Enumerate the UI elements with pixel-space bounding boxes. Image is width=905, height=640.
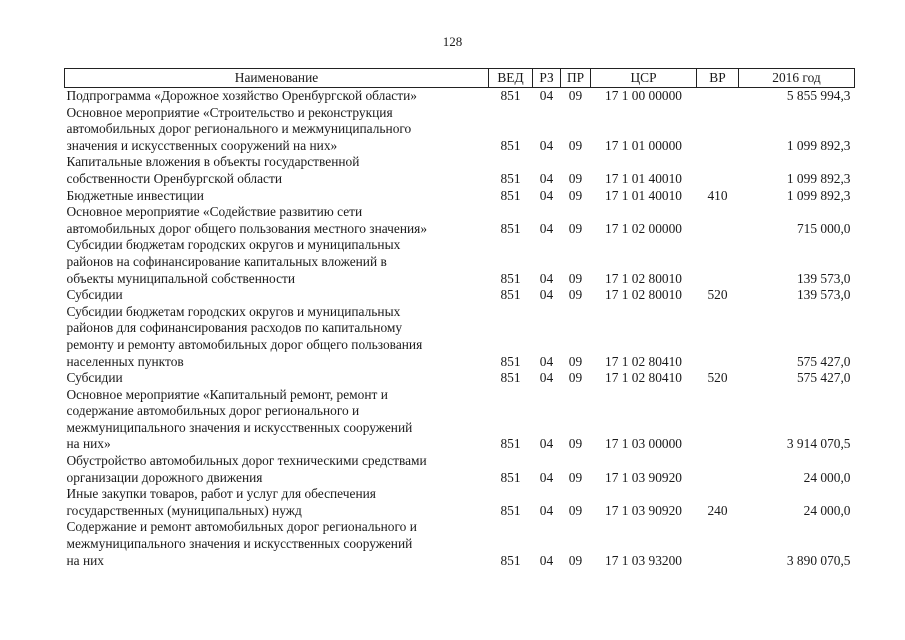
row-name-line: Субсидии <box>66 287 123 303</box>
table-row <box>65 304 855 370</box>
row-ved: 851 <box>500 502 521 518</box>
row-name-line: районов для софинансирования расходов по капитальному <box>66 320 403 336</box>
row-amount: 1 099 892,3 <box>786 170 851 186</box>
row-name <box>65 486 489 519</box>
row-vr <box>697 204 739 237</box>
table-header-row <box>65 69 855 88</box>
row-ved: 851 <box>500 137 521 153</box>
row-amount: 575 427,0 <box>796 353 851 369</box>
header-year: 2016 год <box>739 69 855 88</box>
row-vr <box>697 88 739 105</box>
row-csr: 17 1 03 90920 <box>605 469 682 485</box>
table-row <box>65 188 855 205</box>
row-pr: 09 <box>568 270 583 286</box>
row-ved: 851 <box>500 370 521 386</box>
row-rz: 04 <box>539 187 554 203</box>
row-amount: 24 000,0 <box>803 469 851 485</box>
row-vr <box>697 105 739 155</box>
row-name-line: межмуниципального значения и искусственных сооружений <box>66 536 413 552</box>
row-pr: 09 <box>568 436 583 452</box>
row-name-line: объекты муниципальной собственности <box>66 270 296 286</box>
row-vr <box>697 453 739 486</box>
header-ved: ВЕД <box>489 69 533 88</box>
row-name-line: Субсидии бюджетам городских округов и муниципальных <box>66 303 401 319</box>
row-csr: 17 1 01 00000 <box>605 137 682 153</box>
row-vr <box>697 237 739 287</box>
header-csr: ЦСР <box>591 69 697 88</box>
row-name-line: Подпрограмма «Дорожное хозяйство Оренбургской области» <box>66 88 417 103</box>
table-row <box>65 105 855 155</box>
row-name-line: автомобильных дорог регионального и межмуниципального <box>66 121 412 137</box>
row-name-line: районов на софинансирование капитальных вложений в <box>66 253 387 269</box>
row-name <box>65 105 489 155</box>
row-pr: 09 <box>568 370 583 386</box>
row-name-line: Субсидии <box>66 370 123 386</box>
row-name <box>65 304 489 370</box>
row-rz: 04 <box>539 88 554 103</box>
row-name-line: Иные закупки товаров, работ и услуг для обеспечения <box>66 486 376 502</box>
row-name <box>65 370 489 387</box>
row-vr: 410 <box>707 187 728 203</box>
row-name-line: на них» <box>66 436 111 452</box>
row-name <box>65 387 489 453</box>
row-name-line: содержание автомобильных дорог регионального и <box>66 403 360 419</box>
row-pr: 09 <box>568 220 583 236</box>
row-rz: 04 <box>539 287 554 303</box>
table-row <box>65 519 855 569</box>
header-vr: ВР <box>697 69 739 88</box>
row-amount: 3 890 070,5 <box>786 552 851 568</box>
row-csr: 17 1 02 80410 <box>605 370 682 386</box>
row-rz: 04 <box>539 137 554 153</box>
table-row <box>65 370 855 387</box>
table-body <box>65 88 855 570</box>
row-vr <box>697 304 739 370</box>
row-ved: 851 <box>500 552 521 568</box>
row-vr <box>697 154 739 187</box>
row-csr: 17 1 02 80010 <box>605 270 682 286</box>
row-name-line: значения и искусственных сооружений на них» <box>66 137 338 153</box>
row-pr: 09 <box>568 287 583 303</box>
table-row <box>65 154 855 187</box>
row-csr: 17 1 01 40010 <box>605 170 682 186</box>
page-number: 128 <box>442 34 463 49</box>
row-amount: 139 573,0 <box>796 287 851 303</box>
row-name-line: на них <box>66 552 104 568</box>
row-ved: 851 <box>500 469 521 485</box>
row-amount: 24 000,0 <box>803 502 851 518</box>
row-csr: 17 1 02 80410 <box>605 353 682 369</box>
header-rz: РЗ <box>533 69 561 88</box>
row-pr: 09 <box>568 187 583 203</box>
row-pr: 09 <box>568 552 583 568</box>
row-csr: 17 1 01 40010 <box>605 187 682 203</box>
row-name <box>65 188 489 205</box>
row-ved: 851 <box>500 88 521 103</box>
row-vr: 520 <box>707 370 728 386</box>
row-rz: 04 <box>539 552 554 568</box>
row-name <box>65 237 489 287</box>
row-name-line: межмуниципального значения и искусственных сооружений <box>66 419 413 435</box>
row-amount: 3 914 070,5 <box>786 436 851 452</box>
row-rz: 04 <box>539 270 554 286</box>
row-name <box>65 204 489 237</box>
row-ved: 851 <box>500 170 521 186</box>
row-ved: 851 <box>500 187 521 203</box>
table-row <box>65 287 855 304</box>
row-rz: 04 <box>539 469 554 485</box>
row-rz: 04 <box>539 502 554 518</box>
row-pr: 09 <box>568 137 583 153</box>
row-vr: 240 <box>707 502 728 518</box>
table-row <box>65 204 855 237</box>
table-row <box>65 387 855 453</box>
row-ved: 851 <box>500 220 521 236</box>
table-row <box>65 453 855 486</box>
row-ved: 851 <box>500 287 521 303</box>
row-name-line: организации дорожного движения <box>66 469 263 485</box>
row-name-line: Бюджетные инвестиции <box>66 187 204 203</box>
row-csr: 17 1 03 90920 <box>605 502 682 518</box>
row-amount: 575 427,0 <box>796 370 851 386</box>
row-vr <box>697 387 739 453</box>
row-name-line: Основное мероприятие «Капитальный ремонт, ремонт и <box>66 386 388 402</box>
table-row <box>65 486 855 519</box>
row-ved: 851 <box>500 436 521 452</box>
row-name-line: Основное мероприятие «Содействие развитию сети <box>66 204 363 220</box>
row-vr: 520 <box>707 287 728 303</box>
row-name <box>65 154 489 187</box>
header-name: Наименование <box>65 69 489 88</box>
row-name <box>65 453 489 486</box>
row-csr: 17 1 02 80010 <box>605 287 682 303</box>
header-pr: ПР <box>561 69 591 88</box>
row-ved: 851 <box>500 270 521 286</box>
row-ved: 851 <box>500 353 521 369</box>
row-csr: 17 1 02 00000 <box>605 220 682 236</box>
budget-table <box>64 68 855 569</box>
table-row <box>65 237 855 287</box>
row-name-line: населенных пунктов <box>66 353 184 369</box>
row-amount: 139 573,0 <box>796 270 851 286</box>
row-rz: 04 <box>539 170 554 186</box>
row-rz: 04 <box>539 353 554 369</box>
row-name-line: Субсидии бюджетам городских округов и муниципальных <box>66 237 401 253</box>
row-name-line: Основное мероприятие «Строительство и реконструкция <box>66 104 393 120</box>
row-csr: 17 1 03 00000 <box>605 436 682 452</box>
row-pr: 09 <box>568 502 583 518</box>
row-name <box>65 519 489 569</box>
row-name-line: Капитальные вложения в объекты государственной <box>66 154 360 170</box>
row-name-line: Обустройство автомобильных дорог техническими средствами <box>66 453 427 469</box>
row-name <box>65 88 489 105</box>
row-name-line: ремонту и ремонту автомобильных дорог общего пользования <box>66 336 423 352</box>
row-amount: 5 855 994,3 <box>786 88 851 103</box>
row-name-line: Содержание и ремонт автомобильных дорог регионального и <box>66 519 417 535</box>
row-name-line: собственности Оренбургской области <box>66 170 283 186</box>
row-rz: 04 <box>539 370 554 386</box>
row-pr: 09 <box>568 353 583 369</box>
row-csr: 17 1 03 93200 <box>605 552 682 568</box>
row-rz: 04 <box>539 220 554 236</box>
table-row <box>65 88 855 105</box>
row-pr: 09 <box>568 170 583 186</box>
row-name <box>65 287 489 304</box>
row-amount: 1 099 892,3 <box>786 187 851 203</box>
row-pr: 09 <box>568 88 583 103</box>
row-csr: 17 1 00 00000 <box>605 88 682 103</box>
row-name-line: автомобильных дорог общего пользования местного значения» <box>66 220 428 236</box>
row-amount: 1 099 892,3 <box>786 137 851 153</box>
row-pr: 09 <box>568 469 583 485</box>
row-vr <box>697 519 739 569</box>
row-rz: 04 <box>539 436 554 452</box>
row-amount: 715 000,0 <box>796 220 851 236</box>
row-name-line: государственных (муниципальных) нужд <box>66 502 302 518</box>
